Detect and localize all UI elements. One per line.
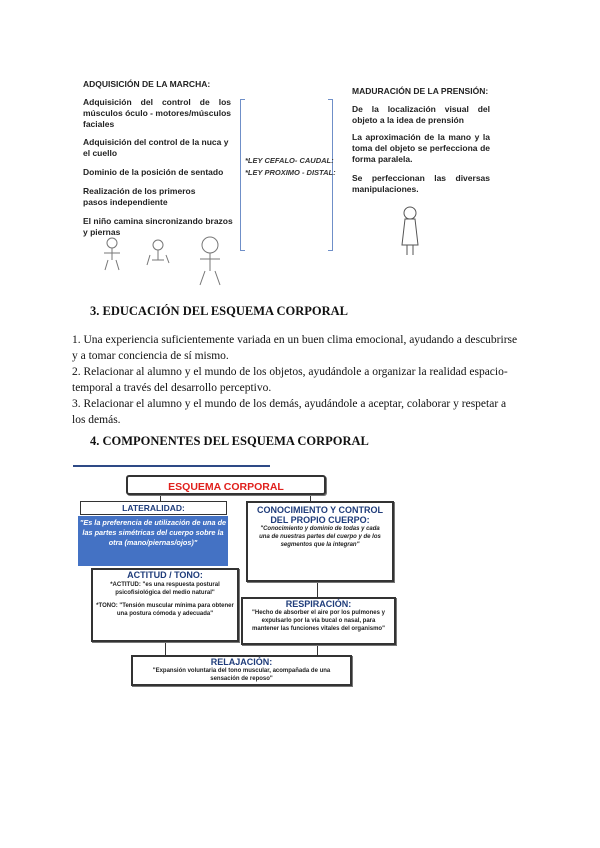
prension-title: MADURACIÓN DE LA PRENSIÓN:: [352, 86, 489, 96]
actitud-tono-box: [91, 568, 239, 642]
lateralidad-title: LATERALIDAD:: [122, 503, 185, 513]
prension-item: De la localización visual del objeto a la idea de prensión: [352, 104, 490, 125]
section4-heading: 4. COMPONENTES DEL ESQUEMA CORPORAL: [90, 434, 369, 448]
leyes: [245, 155, 336, 179]
section3-body: [72, 332, 522, 428]
ley-cefalo-caudal: *LEY CEFALO- CAUDAL:: [245, 156, 334, 165]
divider: [73, 465, 270, 467]
ley-proximo-distal: *LEY PROXIMO - DISTAL:: [245, 168, 336, 177]
lateralidad-definition: "Es la preferencia de utilización de una de las partes simétricas del cuerpo sobre la otra (mano/piernas/ojos)": [78, 516, 228, 566]
child-walking-illustrations: [90, 235, 240, 290]
esquema-corporal-title-box: [126, 475, 326, 495]
marcha-item: Adquisición del control de los músculos óculo - motores/músculos faciales: [83, 97, 231, 129]
prension-item: La aproximación de la mano y la toma del objeto se perfecciona de forma paralela.: [352, 132, 490, 164]
actitud-text: *ACTITUD: "es una respuesta postural psicofisiológica del medio natural": [110, 582, 220, 596]
diagram-title: ESQUEMA CORPORAL: [168, 481, 284, 493]
child-illustration: [398, 205, 422, 260]
lateralidad-header: [80, 501, 227, 515]
relajacion-title: RELAJACIÓN:: [210, 657, 273, 667]
prension-item: Se perfeccionan las diversas manipulaciones.: [352, 173, 490, 194]
conocimiento-box: [246, 501, 394, 582]
marcha-item: Adquisición del control de la nuca y el cuello: [83, 137, 229, 158]
relajacion-box: [131, 655, 352, 686]
marcha-item: El niño camina sincronizando brazos y piernas: [83, 216, 233, 237]
conocimiento-title: CONOCIMIENTO Y CONTROL DEL PROPIO CUERPO:: [256, 505, 383, 525]
marcha-item: Realización de los primeros pasos independiente: [83, 186, 196, 207]
conocimiento-text: "Conocimiento y dominio de todas y cada una de nuestras partes del cuerpo y de los segmentos que la integran": [259, 526, 381, 548]
relajacion-text: "Expansión voluntaria del tono muscular, acompañada de una sensación de reposo": [152, 668, 331, 682]
paragraph: 1. Una experiencia suficientemente variada en un buen clima emocional, ayudando a descubrirse y a tomar conciencia de sí mismo.: [72, 334, 518, 362]
paragraph: 3. Relacionar el alumno y el mundo de los demás, ayudándole a aceptar, colaborar y respetar a los demás.: [72, 398, 507, 426]
section3-heading: 3. EDUCACIÓN DEL ESQUEMA CORPORAL: [90, 304, 349, 318]
tono-text: *TONO: "Tensión muscular mínima para obtener una postura cómoda y adecuada": [96, 603, 234, 617]
paragraph: 2. Relacionar al alumno y el mundo de los objetos, ayudándole a organizar la realidad espacio-temporal a través del desarrollo perceptivo.: [72, 366, 508, 394]
actitud-title: ACTITUD / TONO:: [127, 570, 203, 580]
marcha-item: Dominio de la posición de sentado: [83, 167, 224, 177]
respiracion-text: "Hecho de absorber el aire por los pulmones y expulsarlo por la vía bucal o nasal, para mantener las funciones vitales del organismo": [252, 610, 385, 632]
marcha-title: ADQUISICIÓN DE LA MARCHA:: [83, 79, 211, 89]
respiracion-box: [241, 597, 396, 645]
respiracion-title: RESPIRACIÓN:: [285, 599, 352, 609]
